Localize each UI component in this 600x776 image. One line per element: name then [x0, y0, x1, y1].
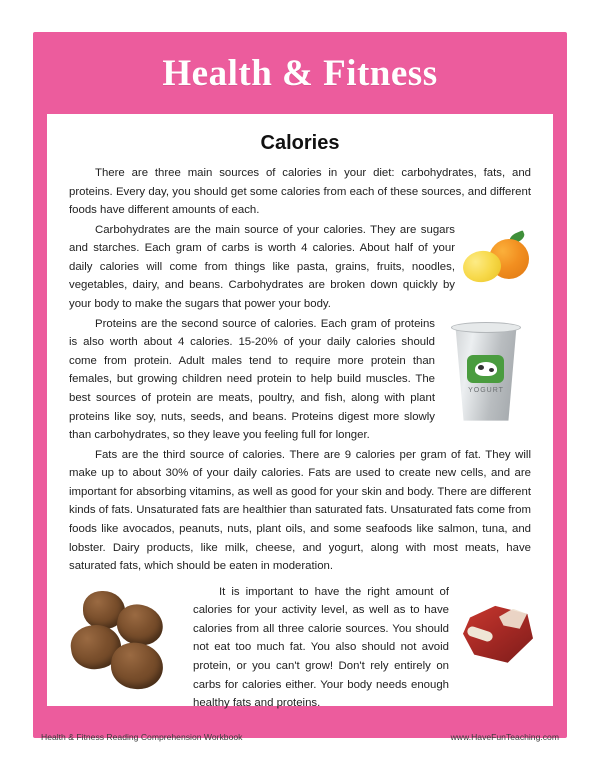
banner-title: Health & Fitness [162, 52, 438, 94]
paragraph-intro: There are three main sources of calories in your diet: carbohydrates, fats, and proteins. Every day, you should get some calories from each of these sources, and different foods have different amounts of each. [69, 167, 531, 217]
paragraph-closing: It is important to have the right amount of calories for your activity level, as well as to have calories from all three calorie sources. You should not eat too much fat. You also should not avoid protein, or you can't grow! Don't rely entirely on carbs for calories either. Your body needs enough healthy fats and proteins. [193, 585, 449, 710]
footer-workbook-title: Health & Fitness Reading Comprehension Workbook [41, 732, 243, 742]
article-body [47, 114, 553, 710]
closing-row [69, 583, 531, 713]
page-footer [33, 727, 567, 747]
title-banner [33, 32, 567, 114]
pink-frame [33, 32, 567, 738]
page-title: Calories [260, 132, 340, 154]
content-sheet [47, 114, 553, 710]
chocolate-truffles-icon [65, 589, 183, 695]
footer-website: www.HaveFunTeaching.com [450, 732, 559, 742]
orange-and-lemon-icon [463, 229, 531, 291]
paragraph-proteins: Proteins are the second source of calories. Each gram of proteins is also worth about 4 calories. 15-20% of your daily calories should come from protein. Adult males tend to require more protein than females, but growing children need protein to help build muscles. The best sources of protein are meats, poultry, and fish, along with plant proteins like soy, nuts, seeds, and beans. Proteins digest more slowly than carbohydrates, so they leave you feeling full for longer. [69, 317, 435, 442]
yogurt-cup-icon [445, 319, 531, 431]
steak-icon [459, 599, 537, 671]
truffle-icon [109, 640, 166, 691]
paragraph-carbohydrates: Carbohydrates are the main source of your calories. They are sugars and starches. Each gram of carbs is worth 4 calories. About half of your daily calories will come from things like pasta, grains, fruits, noodles, vegetables, dairy, and beans. Carbohydrates are broken down quickly by your body to make the sugars that power your body. [69, 223, 455, 311]
cup-label-text: YOGURT [468, 386, 504, 394]
cup-cow-label [467, 355, 504, 383]
paragraph-fats: Fats are the third source of calories. There are 9 calories per gram of fat. They will make up to about 30% of your daily calories. Fats are used to create new cells, and are important for absorbing vitamins, as well as good for your skin and body. There are different kinds of fats. Unsaturated fats are healthier than saturated fats. Unsaturated fats come from foods like avocados, peanuts, nuts, plant oils, and some seafoods like salmon, tuna, and lobster. Dairy products, like milk, cheese, and yogurt, along with most meats, have saturated fats, which should be eaten in moderation. [69, 448, 531, 573]
cup-rim [451, 322, 521, 333]
cow-icon [475, 362, 497, 376]
